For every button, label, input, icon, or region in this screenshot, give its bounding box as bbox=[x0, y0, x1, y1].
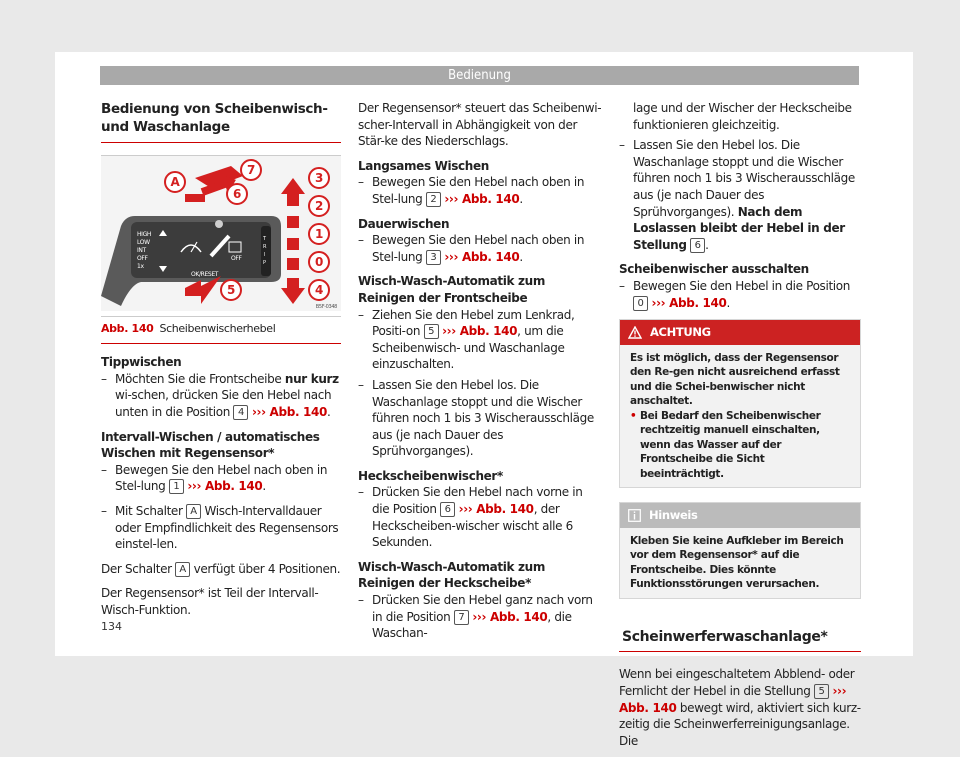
note-header bbox=[620, 503, 860, 528]
list-item: – Bewegen Sie den Hebel nach oben in Stel-lung 1 ››› Abb. 140. bbox=[101, 462, 328, 494]
svg-text:T: T bbox=[263, 236, 266, 242]
reset-label: OK/RESET bbox=[191, 271, 219, 278]
warning-header bbox=[620, 320, 860, 345]
warning-title: ACHTUNG bbox=[650, 325, 711, 340]
paragraph: Der Regensensor* steuert das Scheibenwi-scher-Intervall in Abhängigkeit von der Stär-ke des Niederschlags. bbox=[358, 101, 602, 149]
svg-text:R: R bbox=[263, 244, 267, 250]
list-item: – Mit Schalter A Wisch-Intervalldauer oder Empfindlichkeit des Regensensors einstel-len. bbox=[101, 503, 339, 552]
heading-intervall: Intervall-Wischen / automatisches Wischen mit Regensensor* bbox=[101, 429, 320, 461]
section-title-2: Scheinwerferwaschanlage* bbox=[619, 629, 861, 652]
marker-label-0: 0 bbox=[315, 255, 323, 269]
column-3 bbox=[619, 100, 861, 757]
warning-text: Es ist möglich, dass der Regensensor den Re-gen nicht ausreichend erfasst und die Schei-benwischer nicht anschaltet. bbox=[630, 351, 840, 408]
marker-label-3: 3 bbox=[315, 171, 323, 185]
heading-ausschalten: Scheibenwischer ausschalten bbox=[619, 262, 809, 277]
list-item: – Lassen Sie den Hebel los. Die Waschanlage stoppt und die Wischer führen noch 1 bis 3 Wischerausschläge aus (je nach Dauer des Sprühvorganges). bbox=[358, 377, 594, 459]
figure-link[interactable]: ››› Abb. 140 bbox=[619, 684, 847, 715]
position-badge: 2 bbox=[426, 192, 441, 207]
figure-link[interactable]: ››› Abb. 140 bbox=[651, 295, 727, 310]
figure-caption bbox=[101, 317, 341, 345]
list-item: – Drücken Sie den Hebel nach vorne in die Position 6 ››› Abb. 140, der Heckscheiben-wischer wischt alle 6 Sekunden. bbox=[358, 485, 583, 550]
position-badge: 6 bbox=[440, 502, 455, 517]
warning-box bbox=[619, 319, 861, 488]
list-item: – Möchten Sie die Frontscheibe nur kurz wi-schen, drücken Sie den Hebel nach unten in die Position 4 ››› Abb. 140. bbox=[101, 371, 339, 419]
position-badge: 3 bbox=[426, 250, 441, 265]
marker-label-5: 5 bbox=[227, 283, 235, 297]
list-item: – Drücken Sie den Hebel ganz nach vorn in die Position 7 ››› Abb. 140, die Waschan- bbox=[358, 593, 593, 641]
marker-label-1: 1 bbox=[315, 227, 323, 241]
note-body: Kleben Sie keine Aufkleber im Bereich vor dem Regensensor* auf die Frontscheibe. Dies könnte Funktionsstörungen verursachen. bbox=[620, 528, 860, 598]
heading-langsam: Langsames Wischen bbox=[358, 158, 489, 173]
figure-link[interactable]: ››› Abb. 140 bbox=[251, 404, 328, 419]
position-badge: 6 bbox=[690, 238, 705, 253]
lever-label-high: HIGH bbox=[137, 231, 152, 238]
paragraph: lage und der Wischer der Heckscheibe funktionieren gleichzeitig. bbox=[633, 101, 852, 132]
paragraph: Der Schalter A verfügt über 4 Positionen. bbox=[101, 561, 341, 576]
figure-wiper-lever bbox=[101, 155, 341, 317]
ring-label-off: OFF bbox=[231, 255, 242, 262]
position-badge: 0 bbox=[633, 296, 648, 311]
position-badge: 1 bbox=[169, 479, 184, 494]
page-number: 134 bbox=[101, 620, 122, 633]
caption-label: Abb. 140 bbox=[101, 321, 154, 335]
marker-label-2: 2 bbox=[315, 199, 323, 213]
list-item: – Lassen Sie den Hebel los. Die Waschanlage stoppt und die Wischer führen noch 1 bis 3 Wischerausschläge aus (je nach Dauer des Sprühvorganges). Nach dem Loslassen bleibt der Hebel in der Stellung 6 . bbox=[619, 138, 855, 252]
figure-code: B5F-0348 bbox=[315, 304, 337, 310]
marker-label-7: 7 bbox=[247, 163, 255, 177]
list-item: – Ziehen Sie den Hebel zum Lenkrad, Positi-on 5 ››› Abb. 140, um die Scheibenwisch- und Waschanlage einzuschalten. bbox=[358, 307, 575, 372]
note-title: Hinweis bbox=[649, 508, 698, 523]
marker-label-a: A bbox=[170, 175, 180, 189]
heading-wwa-front: Wisch-Wasch-Automatik zum Reinigen der Frontscheibe bbox=[358, 274, 545, 305]
wiper-lever-illustration bbox=[101, 156, 341, 311]
section-title: Bedienung von Scheibenwisch- und Waschanlage bbox=[101, 100, 341, 143]
position-badge: A bbox=[186, 504, 201, 519]
column-2 bbox=[358, 100, 602, 650]
heading-heck: Heckscheibenwischer* bbox=[358, 468, 503, 483]
lever-label-low: LOW bbox=[137, 239, 150, 246]
warning-bullet: • Bei Bedarf den Scheibenwischer rechtzeitig manuell einschalten, wenn das Wasser auf der Frontscheibe die Sicht beeinträchtigt. bbox=[630, 409, 821, 480]
position-badge: 5 bbox=[424, 324, 439, 339]
heading-wwa-heck: Wisch-Wasch-Automatik zum Reinigen der Heckscheibe* bbox=[358, 559, 545, 591]
page-header: Bedienung bbox=[100, 66, 859, 85]
heading-dauer: Dauerwischen bbox=[358, 216, 450, 231]
list-item: – Bewegen Sie den Hebel in die Position 0 ››› Abb. 140. bbox=[619, 278, 851, 310]
marker-bar-a bbox=[185, 194, 205, 202]
position-badge: A bbox=[175, 562, 190, 577]
lever-label-off: OFF bbox=[137, 255, 148, 262]
figure-link[interactable]: ››› Abb. 140 bbox=[444, 249, 520, 264]
position-badge: 7 bbox=[454, 610, 469, 625]
warning-triangle-icon bbox=[628, 326, 642, 339]
paragraph: Der Regensensor* ist Teil der Intervall-Wisch-Funktion. bbox=[101, 586, 319, 617]
info-icon bbox=[628, 509, 641, 522]
figure-link[interactable]: ››› Abb. 140 bbox=[458, 502, 534, 517]
section-heading-scheinwerfer bbox=[619, 629, 861, 653]
lever-label-1x: 1x bbox=[137, 263, 144, 270]
heading-tippwischen: Tippwischen bbox=[101, 355, 182, 370]
position-badge: 4 bbox=[233, 405, 248, 420]
figure-link[interactable]: ››› Abb. 140 bbox=[444, 191, 520, 206]
figure-link[interactable]: ››› Abb. 140 bbox=[187, 479, 263, 494]
position-badge: 5 bbox=[814, 684, 829, 699]
svg-text:I: I bbox=[264, 252, 266, 258]
caption-text: Scheibenwischerhebel bbox=[159, 321, 276, 335]
paragraph: Wenn bei eingeschaltetem Abblend- oder Fernlicht der Hebel in die Stellung 5 ››› Abb. 140 bewegt wird, aktiviert sich kurz-zeitig die Scheinwerferreinigungsanlage. Die bbox=[619, 667, 861, 748]
list-item: – Bewegen Sie den Hebel nach oben in Stel-lung 2 ››› Abb. 140. bbox=[358, 175, 585, 206]
warning-body bbox=[620, 345, 860, 488]
marker-label-4: 4 bbox=[315, 283, 323, 297]
lever-label-int: INT bbox=[137, 247, 146, 254]
figure-link[interactable]: ››› Abb. 140 bbox=[472, 609, 548, 624]
note-box bbox=[619, 502, 861, 599]
list-item: – Bewegen Sie den Hebel nach oben in Stel-lung 3 ››› Abb. 140. bbox=[358, 233, 585, 264]
marker-label-6: 6 bbox=[233, 187, 241, 201]
column-1 bbox=[101, 100, 341, 627]
figure-link[interactable]: ››› Abb. 140 bbox=[442, 324, 518, 339]
svg-text:P: P bbox=[263, 260, 266, 266]
